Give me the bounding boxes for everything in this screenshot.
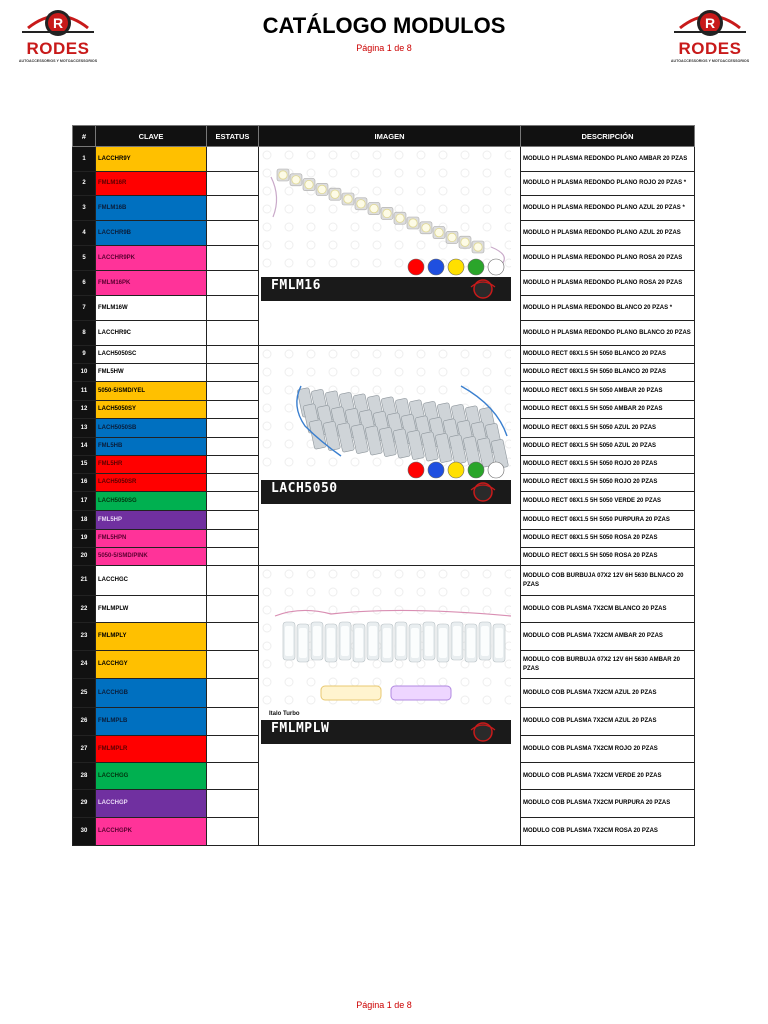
row-estatus xyxy=(207,147,259,172)
row-number: 3 xyxy=(73,196,96,221)
row-descripcion: MODULO RECT 08X1.5 5H 5050 BLANCO 20 PZAS xyxy=(521,364,695,382)
product-image xyxy=(261,566,521,746)
row-descripcion: MODULO COB BURBUJA 07X2 12V 6H 5630 AMBAR 20 PZAS xyxy=(521,651,695,679)
row-estatus xyxy=(207,566,259,596)
table-row xyxy=(73,346,695,364)
row-descripcion: MODULO RECT 08X1.5 5H 5050 VERDE 20 PZAS xyxy=(521,492,695,511)
row-estatus xyxy=(207,172,259,196)
row-estatus xyxy=(207,736,259,763)
row-clave: LACH5050SR xyxy=(96,474,207,492)
row-descripcion: MODULO COB PLASMA 7X2CM AZUL 20 PZAS xyxy=(521,679,695,708)
row-clave: FMLM16W xyxy=(96,296,207,321)
row-number: 12 xyxy=(73,401,96,419)
product-label: LACH5050 xyxy=(271,481,338,496)
row-number: 4 xyxy=(73,221,96,246)
row-clave: LACH5050SC xyxy=(96,346,207,364)
row-descripcion: MODULO COB PLASMA 7X2CM ROJO 20 PZAS xyxy=(521,736,695,763)
row-descripcion: MODULO H PLASMA REDONDO PLANO AZUL 20 PZAS xyxy=(521,221,695,246)
row-number: 17 xyxy=(73,492,96,511)
row-clave: LACCHGC xyxy=(96,566,207,596)
row-estatus xyxy=(207,246,259,271)
row-estatus xyxy=(207,790,259,818)
row-clave: FML5HW xyxy=(96,364,207,382)
row-number: 11 xyxy=(73,382,96,401)
row-estatus xyxy=(207,401,259,419)
row-clave: FMLMPLW xyxy=(96,596,207,623)
row-clave: FMLM16PK xyxy=(96,271,207,296)
row-estatus xyxy=(207,221,259,246)
row-number: 2 xyxy=(73,172,96,196)
catalog-table xyxy=(72,125,695,846)
row-number: 27 xyxy=(73,736,96,763)
row-estatus xyxy=(207,679,259,708)
row-number: 22 xyxy=(73,596,96,623)
row-estatus xyxy=(207,196,259,221)
row-estatus xyxy=(207,382,259,401)
header-clave: CLAVE xyxy=(96,126,207,147)
header-estatus: ESTATUS xyxy=(207,126,259,147)
row-descripcion: MODULO RECT 08X1.5 5H 5050 ROJO 20 PZAS xyxy=(521,456,695,474)
row-image-cell xyxy=(259,566,521,846)
row-clave: FMLMPLR xyxy=(96,736,207,763)
row-descripcion: MODULO H PLASMA REDONDO PLANO BLANCO 20 PZAS xyxy=(521,321,695,346)
row-descripcion: MODULO H PLASMA REDONDO PLANO ROSA 20 PZAS xyxy=(521,246,695,271)
row-descripcion: MODULO H PLASMA REDONDO PLANO ROSA 20 PZAS xyxy=(521,271,695,296)
product-label: FMLMPLW xyxy=(271,721,330,736)
row-number: 7 xyxy=(73,296,96,321)
row-descripcion: MODULO COB PLASMA 7X2CM AMBAR 20 PZAS xyxy=(521,623,695,651)
row-number: 8 xyxy=(73,321,96,346)
row-estatus xyxy=(207,530,259,548)
row-number: 20 xyxy=(73,548,96,566)
row-number: 1 xyxy=(73,147,96,172)
page-number-bottom: Página 1 de 8 xyxy=(356,1000,412,1010)
row-clave: LACCHGB xyxy=(96,679,207,708)
table-body xyxy=(73,147,695,846)
row-clave: 5050-5/SMD/YEL xyxy=(96,382,207,401)
row-estatus xyxy=(207,346,259,364)
row-number: 21 xyxy=(73,566,96,596)
row-clave: LACCHGY xyxy=(96,651,207,679)
row-descripcion: MODULO H PLASMA REDONDO PLANO AMBAR 20 PZAS xyxy=(521,147,695,172)
row-number: 30 xyxy=(73,818,96,846)
row-clave: LACCHGPK xyxy=(96,818,207,846)
row-descripcion: MODULO RECT 08X1.5 5H 5050 AZUL 20 PZAS xyxy=(521,419,695,438)
row-clave: FMLM16B xyxy=(96,196,207,221)
row-descripcion: MODULO COB PLASMA 7X2CM PURPURA 20 PZAS xyxy=(521,790,695,818)
row-descripcion: MODULO H PLASMA REDONDO PLANO AZUL 20 PZAS * xyxy=(521,196,695,221)
row-clave: FMLMPLB xyxy=(96,708,207,736)
brand-name: RODES xyxy=(26,39,90,58)
row-clave: LACH5050SG xyxy=(96,492,207,511)
row-clave: LACCHGG xyxy=(96,763,207,790)
row-number: 13 xyxy=(73,419,96,438)
row-clave: FMLMPLY xyxy=(96,623,207,651)
row-clave: FML5HP xyxy=(96,511,207,530)
row-estatus xyxy=(207,438,259,456)
row-clave: LACCHR9B xyxy=(96,221,207,246)
header-number: # xyxy=(73,126,96,147)
row-estatus xyxy=(207,548,259,566)
header-imagen: IMAGEN xyxy=(259,126,521,147)
row-descripcion: MODULO H PLASMA REDONDO PLANO ROJO 20 PZAS * xyxy=(521,172,695,196)
page-number-top: Página 1 de 8 xyxy=(356,43,412,53)
row-descripcion: MODULO COB PLASMA 7X2CM VERDE 20 PZAS xyxy=(521,763,695,790)
row-descripcion: MODULO COB BURBUJA 07X2 12V 6H 5630 BLNACO 20 PZAS xyxy=(521,566,695,596)
row-estatus xyxy=(207,474,259,492)
product-image xyxy=(261,346,521,506)
row-descripcion: MODULO H PLASMA REDONDO BLANCO 20 PZAS * xyxy=(521,296,695,321)
svg-text:R: R xyxy=(704,15,716,31)
row-estatus xyxy=(207,623,259,651)
row-clave: FML5HR xyxy=(96,456,207,474)
row-clave: LACH5050SY xyxy=(96,401,207,419)
row-image-cell xyxy=(259,147,521,346)
page-title: CATÁLOGO MODULOS xyxy=(262,13,506,38)
row-number: 16 xyxy=(73,474,96,492)
row-number: 10 xyxy=(73,364,96,382)
led-module-picture xyxy=(261,566,511,746)
row-number: 28 xyxy=(73,763,96,790)
rodes-logo-right xyxy=(670,8,750,64)
row-estatus xyxy=(207,296,259,321)
table-row xyxy=(73,566,695,596)
row-descripcion: MODULO RECT 08X1.5 5H 5050 PURPURA 20 PZAS xyxy=(521,511,695,530)
row-descripcion: MODULO RECT 08X1.5 5H 5050 ROSA 20 PZAS xyxy=(521,530,695,548)
row-image-cell xyxy=(259,346,521,566)
row-descripcion: MODULO RECT 08X1.5 5H 5050 ROSA 20 PZAS xyxy=(521,548,695,566)
row-estatus xyxy=(207,763,259,790)
row-estatus xyxy=(207,511,259,530)
row-estatus xyxy=(207,492,259,511)
brand-tagline: AUTOACCESSORIOS Y MOTOACCESSORIOS xyxy=(670,59,750,63)
product-label: FMLM16 xyxy=(271,278,321,293)
row-estatus xyxy=(207,596,259,623)
row-clave: LACCHGP xyxy=(96,790,207,818)
rodes-emblem-icon xyxy=(670,8,750,42)
row-descripcion: MODULO RECT 08X1.5 5H 5050 AMBAR 20 PZAS xyxy=(521,401,695,419)
row-descripcion: MODULO RECT 08X1.5 5H 5050 ROJO 20 PZAS xyxy=(521,474,695,492)
row-estatus xyxy=(207,364,259,382)
row-number: 19 xyxy=(73,530,96,548)
row-estatus xyxy=(207,651,259,679)
brand-name: RODES xyxy=(678,39,742,58)
row-clave: FMLM16R xyxy=(96,172,207,196)
row-descripcion: MODULO COB PLASMA 7X2CM BLANCO 20 PZAS xyxy=(521,596,695,623)
row-clave: 5050-5/SMD/PINK xyxy=(96,548,207,566)
row-clave: LACCHR9C xyxy=(96,321,207,346)
row-clave: FML5HB xyxy=(96,438,207,456)
row-number: 5 xyxy=(73,246,96,271)
row-number: 9 xyxy=(73,346,96,364)
row-descripcion: MODULO RECT 08X1.5 5H 5050 AMBAR 20 PZAS xyxy=(521,382,695,401)
table-header-row xyxy=(73,126,695,147)
row-descripcion: MODULO RECT 08X1.5 5H 5050 BLANCO 20 PZAS xyxy=(521,346,695,364)
product-sublabel: Italo Turbo xyxy=(269,711,300,717)
row-number: 26 xyxy=(73,708,96,736)
row-number: 29 xyxy=(73,790,96,818)
row-number: 18 xyxy=(73,511,96,530)
header-descripcion: DESCRIPCIÓN xyxy=(521,126,695,147)
row-estatus xyxy=(207,818,259,846)
row-clave: LACCHR9Y xyxy=(96,147,207,172)
row-number: 14 xyxy=(73,438,96,456)
row-number: 15 xyxy=(73,456,96,474)
row-estatus xyxy=(207,419,259,438)
row-estatus xyxy=(207,456,259,474)
table-row xyxy=(73,147,695,172)
row-clave: FML5HPN xyxy=(96,530,207,548)
row-estatus xyxy=(207,708,259,736)
row-number: 25 xyxy=(73,679,96,708)
product-image xyxy=(261,147,521,303)
row-descripcion: MODULO RECT 08X1.5 5H 5050 AZUL 20 PZAS xyxy=(521,438,695,456)
row-descripcion: MODULO COB PLASMA 7X2CM AZUL 20 PZAS xyxy=(521,708,695,736)
row-clave: LACH5050SB xyxy=(96,419,207,438)
brand-tagline: AUTOACCESSORIOS Y MOTOACCESSORIOS xyxy=(18,59,98,63)
row-number: 23 xyxy=(73,623,96,651)
row-descripcion: MODULO COB PLASMA 7X2CM ROSA 20 PZAS xyxy=(521,818,695,846)
row-number: 24 xyxy=(73,651,96,679)
row-estatus xyxy=(207,321,259,346)
row-clave: LACCHR9PK xyxy=(96,246,207,271)
row-number: 6 xyxy=(73,271,96,296)
svg-text:R: R xyxy=(52,15,64,31)
row-estatus xyxy=(207,271,259,296)
